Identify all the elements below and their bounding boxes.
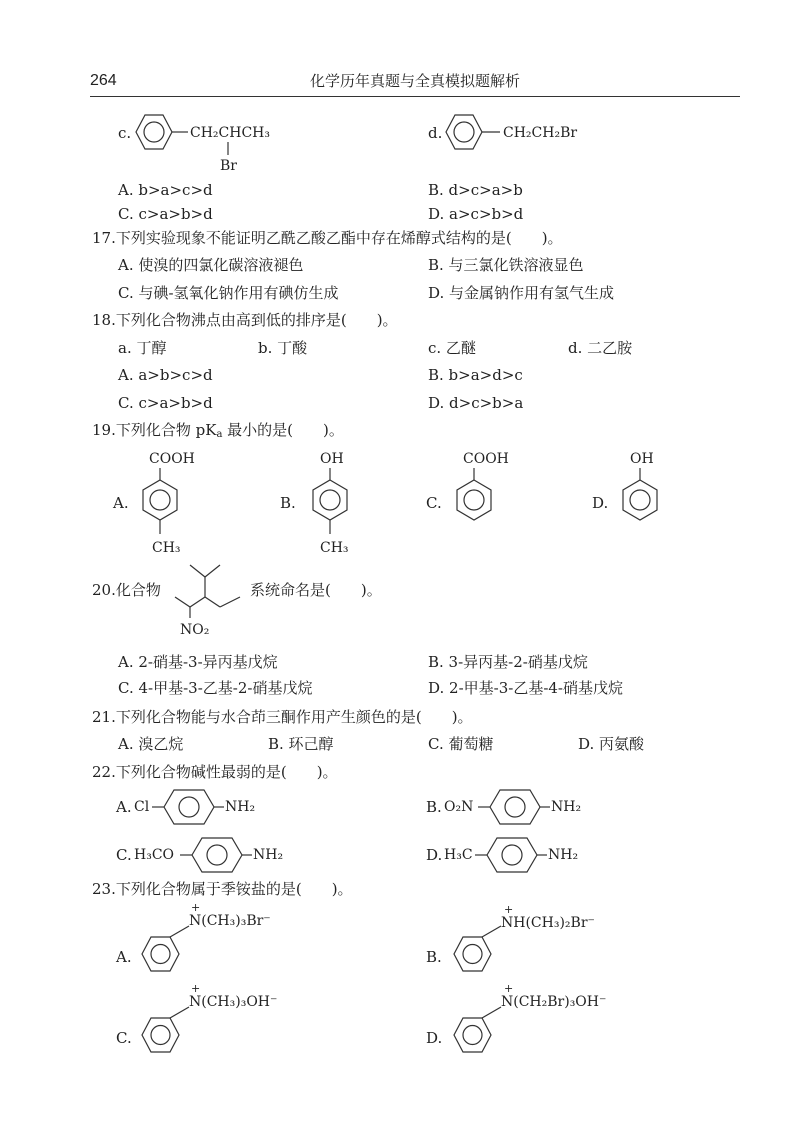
q19-c-ring <box>454 468 494 524</box>
q18-item-c: c. 乙醚 <box>428 339 476 357</box>
q18-option-c: C. c>a>b>d <box>118 394 213 412</box>
q22-a-ring <box>152 787 226 827</box>
q20-option-c: C. 4-甲基-3-乙基-2-硝基戊烷 <box>118 679 313 697</box>
q22-b-label: B. <box>426 798 442 816</box>
q23-d-label: D. <box>426 1029 443 1047</box>
q16-c-br: Br <box>220 158 237 174</box>
q22-d-ring <box>475 835 549 875</box>
q23-a-plus: + <box>191 901 201 914</box>
q21-option-a: A. 溴乙烷 <box>118 735 184 753</box>
q23-d-formula: N(CH₂Br)₃OH⁻ <box>501 994 607 1010</box>
q22-c-label: C. <box>116 846 132 864</box>
q17-stem: 17.下列实验现象不能证明乙酰乙酸乙酯中存在烯醇式结构的是( )。 <box>92 229 563 247</box>
q17-option-d: D. 与金属钠作用有氢气生成 <box>428 284 615 302</box>
running-title: 化学历年真题与全真模拟题解析 <box>310 72 521 90</box>
q22-d-left: H₃C <box>444 847 473 863</box>
q22-d-right: NH₂ <box>548 847 579 863</box>
q19-a-ch3: CH₃ <box>152 540 181 556</box>
q22-c-ring <box>180 835 254 875</box>
q18-item-a: a. 丁醇 <box>118 339 167 357</box>
q22-d-label: D. <box>426 846 443 864</box>
q18-option-d: D. d>c>b>a <box>428 394 524 412</box>
q19-stem <box>92 421 344 439</box>
q22-b-left: O₂N <box>444 799 474 815</box>
q22-a-right: NH₂ <box>225 799 256 815</box>
q21-stem: 21.下列化合物能与水合茚三酮作用产生颜色的是( )。 <box>92 708 473 726</box>
q18-stem: 18.下列化合物沸点由高到低的排序是( )。 <box>92 311 398 329</box>
q23-c-ring <box>138 1006 198 1056</box>
q19-d-ring <box>620 468 660 524</box>
q20-option-d: D. 2-甲基-3-乙基-4-硝基戊烷 <box>428 679 624 697</box>
q19-label-c: C. <box>426 494 442 512</box>
q17-option-b: B. 与三氯化铁溶液显色 <box>428 256 584 274</box>
q17-option-c: C. 与碘-氢氧化钠作用有碘仿生成 <box>118 284 339 302</box>
q16-d-label: d. <box>428 124 443 142</box>
q22-a-left: Cl <box>134 799 150 815</box>
q19-label-d: D. <box>592 494 609 512</box>
q23-c-plus: + <box>191 982 201 995</box>
header-rule <box>90 96 740 97</box>
q16-option-b: B. d>c>a>b <box>428 181 523 199</box>
q20-stem-suffix: 系统命名是( )。 <box>250 581 382 599</box>
q20-skeleton <box>160 560 250 620</box>
q16-c-chain: CH₂CHCH₃ <box>190 125 270 141</box>
q22-c-left: H₃CO <box>134 847 175 863</box>
q21-option-c: C. 葡萄糖 <box>428 735 494 753</box>
q18-item-d: d. 二乙胺 <box>568 339 633 357</box>
q19-a-cooh: COOH <box>149 451 195 467</box>
q19-stem-suffix: 最小的是( )。 <box>222 421 344 439</box>
q16-option-d: D. a>c>b>d <box>428 205 524 223</box>
q20-option-a: A. 2-硝基-3-异丙基戊烷 <box>118 653 278 671</box>
q21-option-d: D. 丙氨酸 <box>578 735 645 753</box>
q19-d-oh: OH <box>630 451 654 467</box>
q23-a-ring <box>138 925 198 975</box>
q23-d-ring <box>450 1006 510 1056</box>
page-number: 264 <box>90 72 117 89</box>
q22-b-ring <box>478 787 552 827</box>
q22-b-right: NH₂ <box>551 799 582 815</box>
q23-a-label: A. <box>116 948 132 966</box>
q23-d-plus: + <box>504 982 514 995</box>
q23-c-label: C. <box>116 1029 132 1047</box>
q19-label-b: B. <box>280 494 296 512</box>
q23-stem: 23.下列化合物属于季铵盐的是( )。 <box>92 880 353 898</box>
q20-option-b: B. 3-异丙基-2-硝基戊烷 <box>428 653 588 671</box>
q17-option-a: A. 使溴的四氯化碳溶液褪色 <box>118 256 304 274</box>
q23-a-formula: N(CH₃)₃Br⁻ <box>189 913 271 929</box>
q19-b-ch3: CH₃ <box>320 540 349 556</box>
q22-a-label: A. <box>116 798 132 816</box>
q16-c-label: c. <box>118 124 132 142</box>
q16-c-br-bond <box>226 142 230 156</box>
q18-option-b: B. b>a>d>c <box>428 366 523 384</box>
q16-option-c: C. c>a>b>d <box>118 205 213 223</box>
q16-c-benzene <box>130 112 190 152</box>
q16-option-a: A. b>a>c>d <box>118 181 213 199</box>
q18-item-b: b. 丁酸 <box>258 339 308 357</box>
q23-b-plus: + <box>504 903 514 916</box>
q23-b-ring <box>450 925 510 975</box>
q20-no2: NO₂ <box>180 622 210 638</box>
q16-d-benzene <box>440 112 504 152</box>
q21-option-b: B. 环己醇 <box>268 735 334 753</box>
q19-label-a: A. <box>113 494 129 512</box>
q19-stem-prefix: 19.下列化合物 pK <box>92 421 217 439</box>
q16-d-chain: CH₂CH₂Br <box>503 125 578 141</box>
q20-stem-prefix: 20.化合物 <box>92 581 161 599</box>
q19-b-oh: OH <box>320 451 344 467</box>
q18-option-a: A. a>b>c>d <box>118 366 213 384</box>
q23-c-formula: N(CH₃)₃OH⁻ <box>189 994 278 1010</box>
q22-c-right: NH₂ <box>253 847 284 863</box>
q22-stem: 22.下列化合物碱性最弱的是( )。 <box>92 763 338 781</box>
q23-b-formula: NH(CH₃)₂Br⁻ <box>501 915 595 931</box>
q23-b-label: B. <box>426 948 442 966</box>
q19-a-ring <box>140 468 180 538</box>
q19-b-ring <box>310 468 350 538</box>
q19-stem-sub: a <box>216 429 223 440</box>
q19-c-cooh: COOH <box>463 451 509 467</box>
